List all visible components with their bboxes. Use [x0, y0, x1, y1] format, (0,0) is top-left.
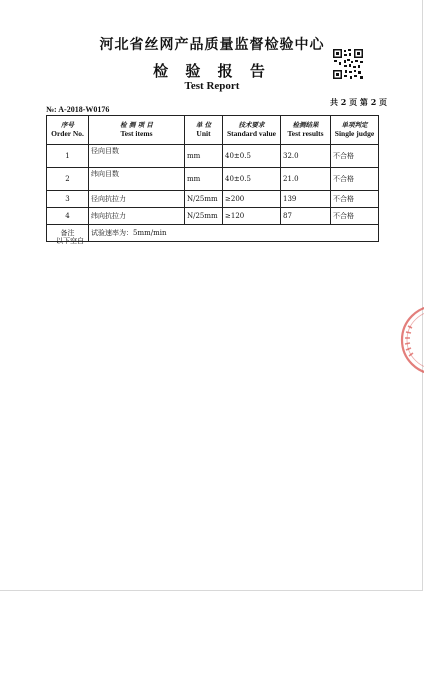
- cell-standard: ≥200: [223, 191, 281, 208]
- qr-code-icon: [332, 48, 364, 80]
- cell-judge: 不合格: [331, 168, 379, 191]
- report-title-cn: 检 验 报 告: [153, 62, 271, 80]
- cell-unit: mm: [185, 145, 223, 168]
- page-count: 共 2 页 第 2 页: [330, 97, 388, 107]
- table-header-row: [47, 116, 379, 145]
- cell-test-item: 纬向目数: [89, 168, 185, 191]
- cell-order-no: 2: [47, 168, 89, 191]
- cell-result: 21.0: [281, 168, 331, 191]
- remark-text: 试验速率为：5mm/min: [89, 225, 379, 242]
- table-row: [47, 168, 379, 191]
- report-title-en: Test Report: [184, 80, 240, 92]
- cell-judge: 不合格: [331, 191, 379, 208]
- cell-standard: 40±0.5: [223, 145, 281, 168]
- header-unit: 单 位 Unit: [185, 116, 223, 145]
- table-row: [47, 191, 379, 208]
- cell-test-item: 径向抗拉力: [89, 191, 185, 208]
- cell-test-item: 纬向抗拉力: [89, 208, 185, 225]
- blank-below-note: 以下空白: [56, 237, 84, 245]
- header-single-judge: 单项判定 Single judge: [331, 116, 379, 145]
- results-table: [46, 115, 379, 242]
- cell-test-item: 径向目数: [89, 145, 185, 168]
- table-row: [47, 145, 379, 168]
- header-test-results: 检测结果 Test results: [281, 116, 331, 145]
- header-standard-value: 技术要求 Standard value: [223, 116, 281, 145]
- cell-order-no: 3: [47, 191, 89, 208]
- official-seal-icon: [396, 300, 424, 380]
- cell-order-no: 4: [47, 208, 89, 225]
- cell-result: 32.0: [281, 145, 331, 168]
- cell-result: 87: [281, 208, 331, 225]
- cell-unit: N/25mm: [185, 191, 223, 208]
- cell-unit: N/25mm: [185, 208, 223, 225]
- header-test-items: 检 测 项 目 Test items: [89, 116, 185, 145]
- cell-judge: 不合格: [331, 208, 379, 225]
- cell-standard: 40±0.5: [223, 168, 281, 191]
- cell-standard: ≥120: [223, 208, 281, 225]
- header-order-no: 序号 Order No.: [47, 116, 89, 145]
- cell-judge: 不合格: [331, 145, 379, 168]
- organization-name: 河北省丝网产品质量监督检验中心: [99, 37, 325, 53]
- remark-label: 备注: [47, 225, 89, 242]
- report-number: №: A-2018-W0176: [46, 105, 110, 114]
- remark-row: [47, 225, 379, 242]
- table-row: [47, 208, 379, 225]
- cell-order-no: 1: [47, 145, 89, 168]
- cell-unit: mm: [185, 168, 223, 191]
- cell-result: 139: [281, 191, 331, 208]
